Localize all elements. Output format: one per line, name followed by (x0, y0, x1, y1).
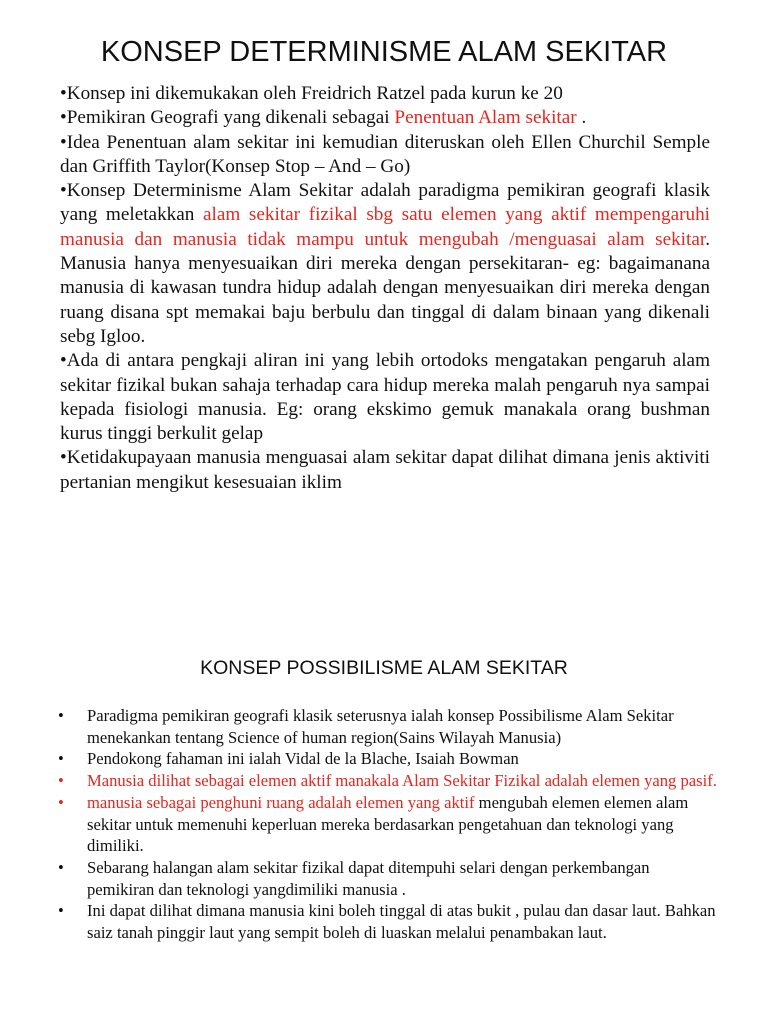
determinisme-item (60, 106, 710, 130)
determinisme-item: •Idea Penentuan alam sekitar ini kemudian diteruskan oleh Ellen Churchil Semple dan Griffith Taylor(Konsep Stop – And – Go) (60, 131, 710, 177)
highlight-text: alam sekitar fizikal sbg satu elemen yang aktif mempengaruhi manusia dan manusia tidak mampu untuk mengubah /menguasai alam sekitar (60, 204, 710, 250)
bullet-icon: • (58, 857, 64, 877)
highlight-text: Manusia dilihat sebagai elemen aktif manakala Alam Sekitar Fizikal adalah elemen yang pasif. (87, 771, 717, 791)
item-text: . Manusia hanya menyesuaikan diri mereka dengan persekitaran- eg: bagaimanana manusia di kawasan tundra hidup adalah dengan menyesuaikan diri mereka dengan ruang disana spt memakai baju berbulu dan tinggal di dalam binaan yang dikenali sebg Igloo. (60, 228, 710, 347)
possibilisme-item (58, 770, 718, 792)
possibilisme-item (58, 705, 718, 748)
determinisme-item: •Ada di antara pengkaji aliran ini yang lebih ortodoks mengatakan pengaruh alam sekitar fizikal bukan sahaja terhadap cara hidup mereka malah pengaruh nya sampai kepada fisiologi manusia. Eg: orang ekskimo gemuk manakala orang bushman kurus tinggi berkulit gelap (60, 350, 710, 445)
possibilisme-title: KONSEP POSSIBILISME ALAM SEKITAR (200, 657, 568, 679)
determinisme-item: •Ketidakupayaan manusia menguasai alam sekitar dapat dilihat dimana jenis aktiviti pertanian mengikut kesesuaian iklim (60, 447, 710, 493)
highlight-text: Penentuan Alam sekitar (394, 107, 577, 129)
bullet-icon: • (58, 771, 64, 791)
bullet-icon: • (58, 792, 64, 812)
determinisme-title: KONSEP DETERMINISME ALAM SEKITAR (100, 36, 668, 68)
bullet-icon: • (58, 901, 64, 921)
determinisme-item: •Konsep ini dikemukakan oleh Freidrich Ratzel pada kurun ke 20 (60, 83, 563, 104)
item-text: . (576, 107, 587, 129)
bullet-icon: • (58, 749, 64, 769)
item-text: Paradigma pemikiran geografi klasik seterusnya ialah konsep Possibilisme Alam Sekitar menekankan tentang Science of human region(Sains Wilayah Manusia) (87, 706, 674, 747)
item-text: Pendokong fahaman ini ialah Vidal de la Blache, Isaiah Bowman (87, 749, 519, 769)
determinisme-item (60, 179, 710, 349)
bullet-icon: • (58, 706, 64, 725)
possibilisme-item (58, 748, 718, 770)
determinisme-list (60, 82, 710, 495)
highlight-text: manusia sebagai penghuni ruang adalah elemen yang aktif (87, 792, 475, 812)
item-text: mengubah elemen elemen alam sekitar untuk memenuhi keperluan mereka berdasarkan pengetahuan dan teknologi yang dimiliki. (87, 792, 689, 856)
item-text: •Konsep Determinisme Alam Sekitar adalah paradigma pemikiran geografi klasik yang meletakkan (60, 180, 710, 226)
item-text: •Pemikiran Geografi yang dikenali sebagai (60, 107, 395, 129)
possibilisme-item (58, 857, 718, 900)
item-text: Ini dapat dilihat dimana manusia kini boleh tinggal di atas bukit , pulau dan dasar laut. Bahkan saiz tanah pinggir laut yang sempit boleh di luaskan melalui penambakan laut. (87, 901, 716, 943)
item-text: Sebarang halangan alam sekitar fizikal dapat ditempuhi selari dengan perkembangan pemikiran dan teknologi yangdimiliki manusia . (87, 857, 650, 899)
possibilisme-list (58, 705, 718, 944)
possibilisme-item (58, 792, 718, 857)
possibilisme-item (58, 900, 718, 943)
